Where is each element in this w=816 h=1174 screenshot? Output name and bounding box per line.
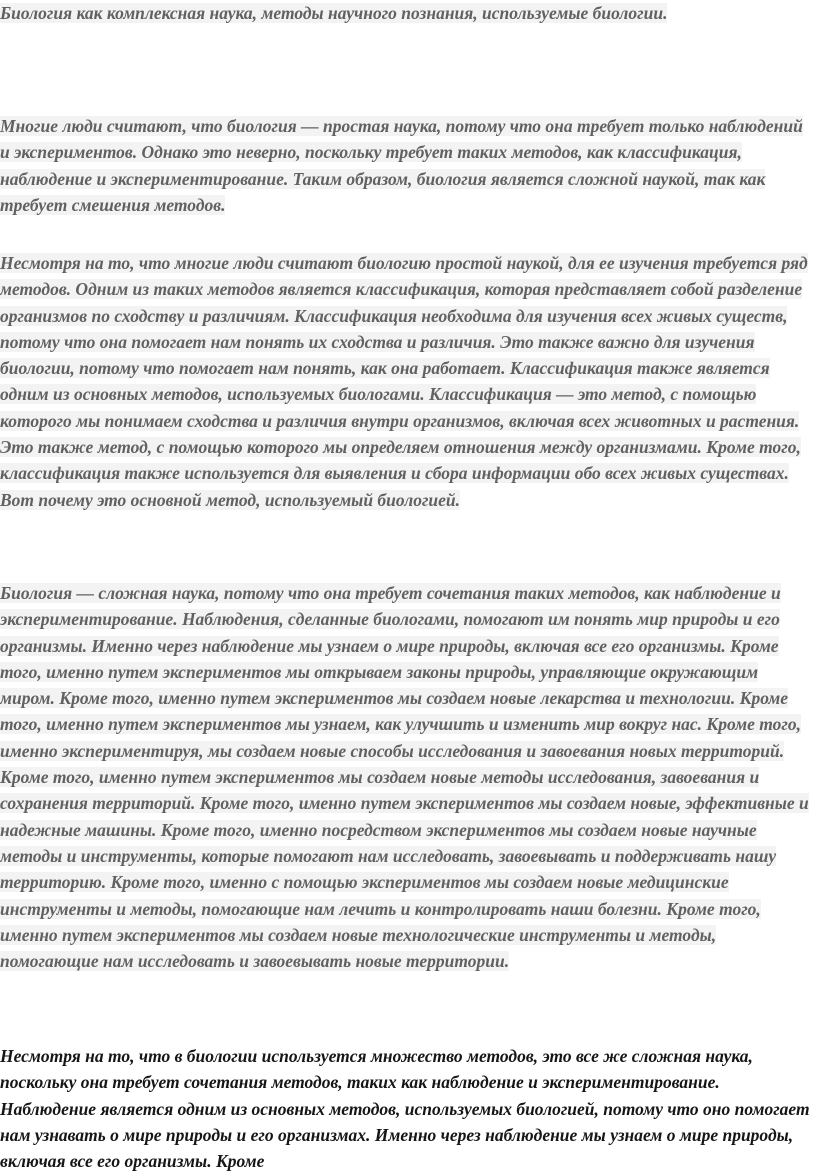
paragraph-3-text: Биология — сложная наука, потому что она требует сочетания таких методов, как наблюдение и экспериментирование. Наблюдения, сделанные биологами, помогают им понять мир природы и его организмы. Именно через наблюдение мы узнаем о мире природы, включая все его организмы. Кроме того, именно путем экспериментов мы открываем законы природы, управляющие окружающим миром. Кроме того, именно путем экспериментов мы создаем новые лекарства и технологии. Кроме того, именно путем экспериментов мы узнаем, как улучшить и изменить мир вокруг нас. Кроме того, именно экспериментируя, мы создаем новые способы исследования и завоевания новых территорий. Кроме того, именно путем экспериментов мы создаем новые методы исследования, завоевания и сохранения территорий. Кроме того, именно путем экспериментов мы создаем новые, эффективные и надежные машины. Кроме того, именно посредством экспериментов мы создаем новые научные методы и инструменты, которые помогают нам исследовать, завоевывать и поддерживать нашу территорию. Кроме того, именно с помощью экспериментов мы создаем новые медицинские инструменты и методы, помогающие нам лечить и контролировать наши болезни. Кроме того, именно путем экспериментов мы создаем новые технологические инструменты и методы, помогающие нам исследовать и завоевывать новые территории. — [0, 583, 809, 972]
document-title-text: Биология как комплексная наука, методы научного познания, используемые биологии. — [0, 3, 668, 23]
paragraph-2-text: Несмотря на то, что многие люди считают биологию простой наукой, для ее изучения требуется ряд методов. Одним из таких методов является классификация, которая представляет собой разделение организмов по сходству и различиям. Классификация необходима для изучения всех живых существ, потому что она помогает нам понять их сходства и различия. Это также важно для изучения биологии, потому что помогает нам понять, как она работает. Классификация также является одним из основных методов, используемых биологами. Классификация — это метод, с помощью которого мы понимаем сходства и различия внутри организмов, включая всех животных и растения. Это также метод, с помощью которого мы определяем отношения между организмами. Кроме того, классификация также используется для выявления и сбора информации обо всех живых существах. Вот почему это основной метод, используемый биологией. — [0, 253, 808, 510]
paragraph-1 — [0, 113, 812, 218]
paragraph-4 — [0, 1043, 812, 1174]
paragraph-3 — [0, 580, 812, 974]
paragraph-2 — [0, 250, 812, 513]
document-title — [0, 0, 812, 26]
paragraph-1-text: Многие люди считают, что биология — простая наука, потому что она требует только наблюдений и экспериментов. Однако это неверно, поскольку требует таких методов, как классификация, наблюдение и экспериментирование. Таким образом, биология является сложной наукой, так как требует смешения методов. — [0, 116, 803, 215]
paragraph-4-text: Несмотря на то, что в биологии используется множество методов, это все же сложная наука, поскольку она требует сочетания методов, таких как наблюдение и экспериментирование. Наблюдение является одним из основных методов, используемых биологией, потому что оно помогает нам узнавать о мире природы и его организмах. Именно через наблюдение мы узнаем о мире природы, включая все его организмы. Кроме — [0, 1046, 810, 1172]
